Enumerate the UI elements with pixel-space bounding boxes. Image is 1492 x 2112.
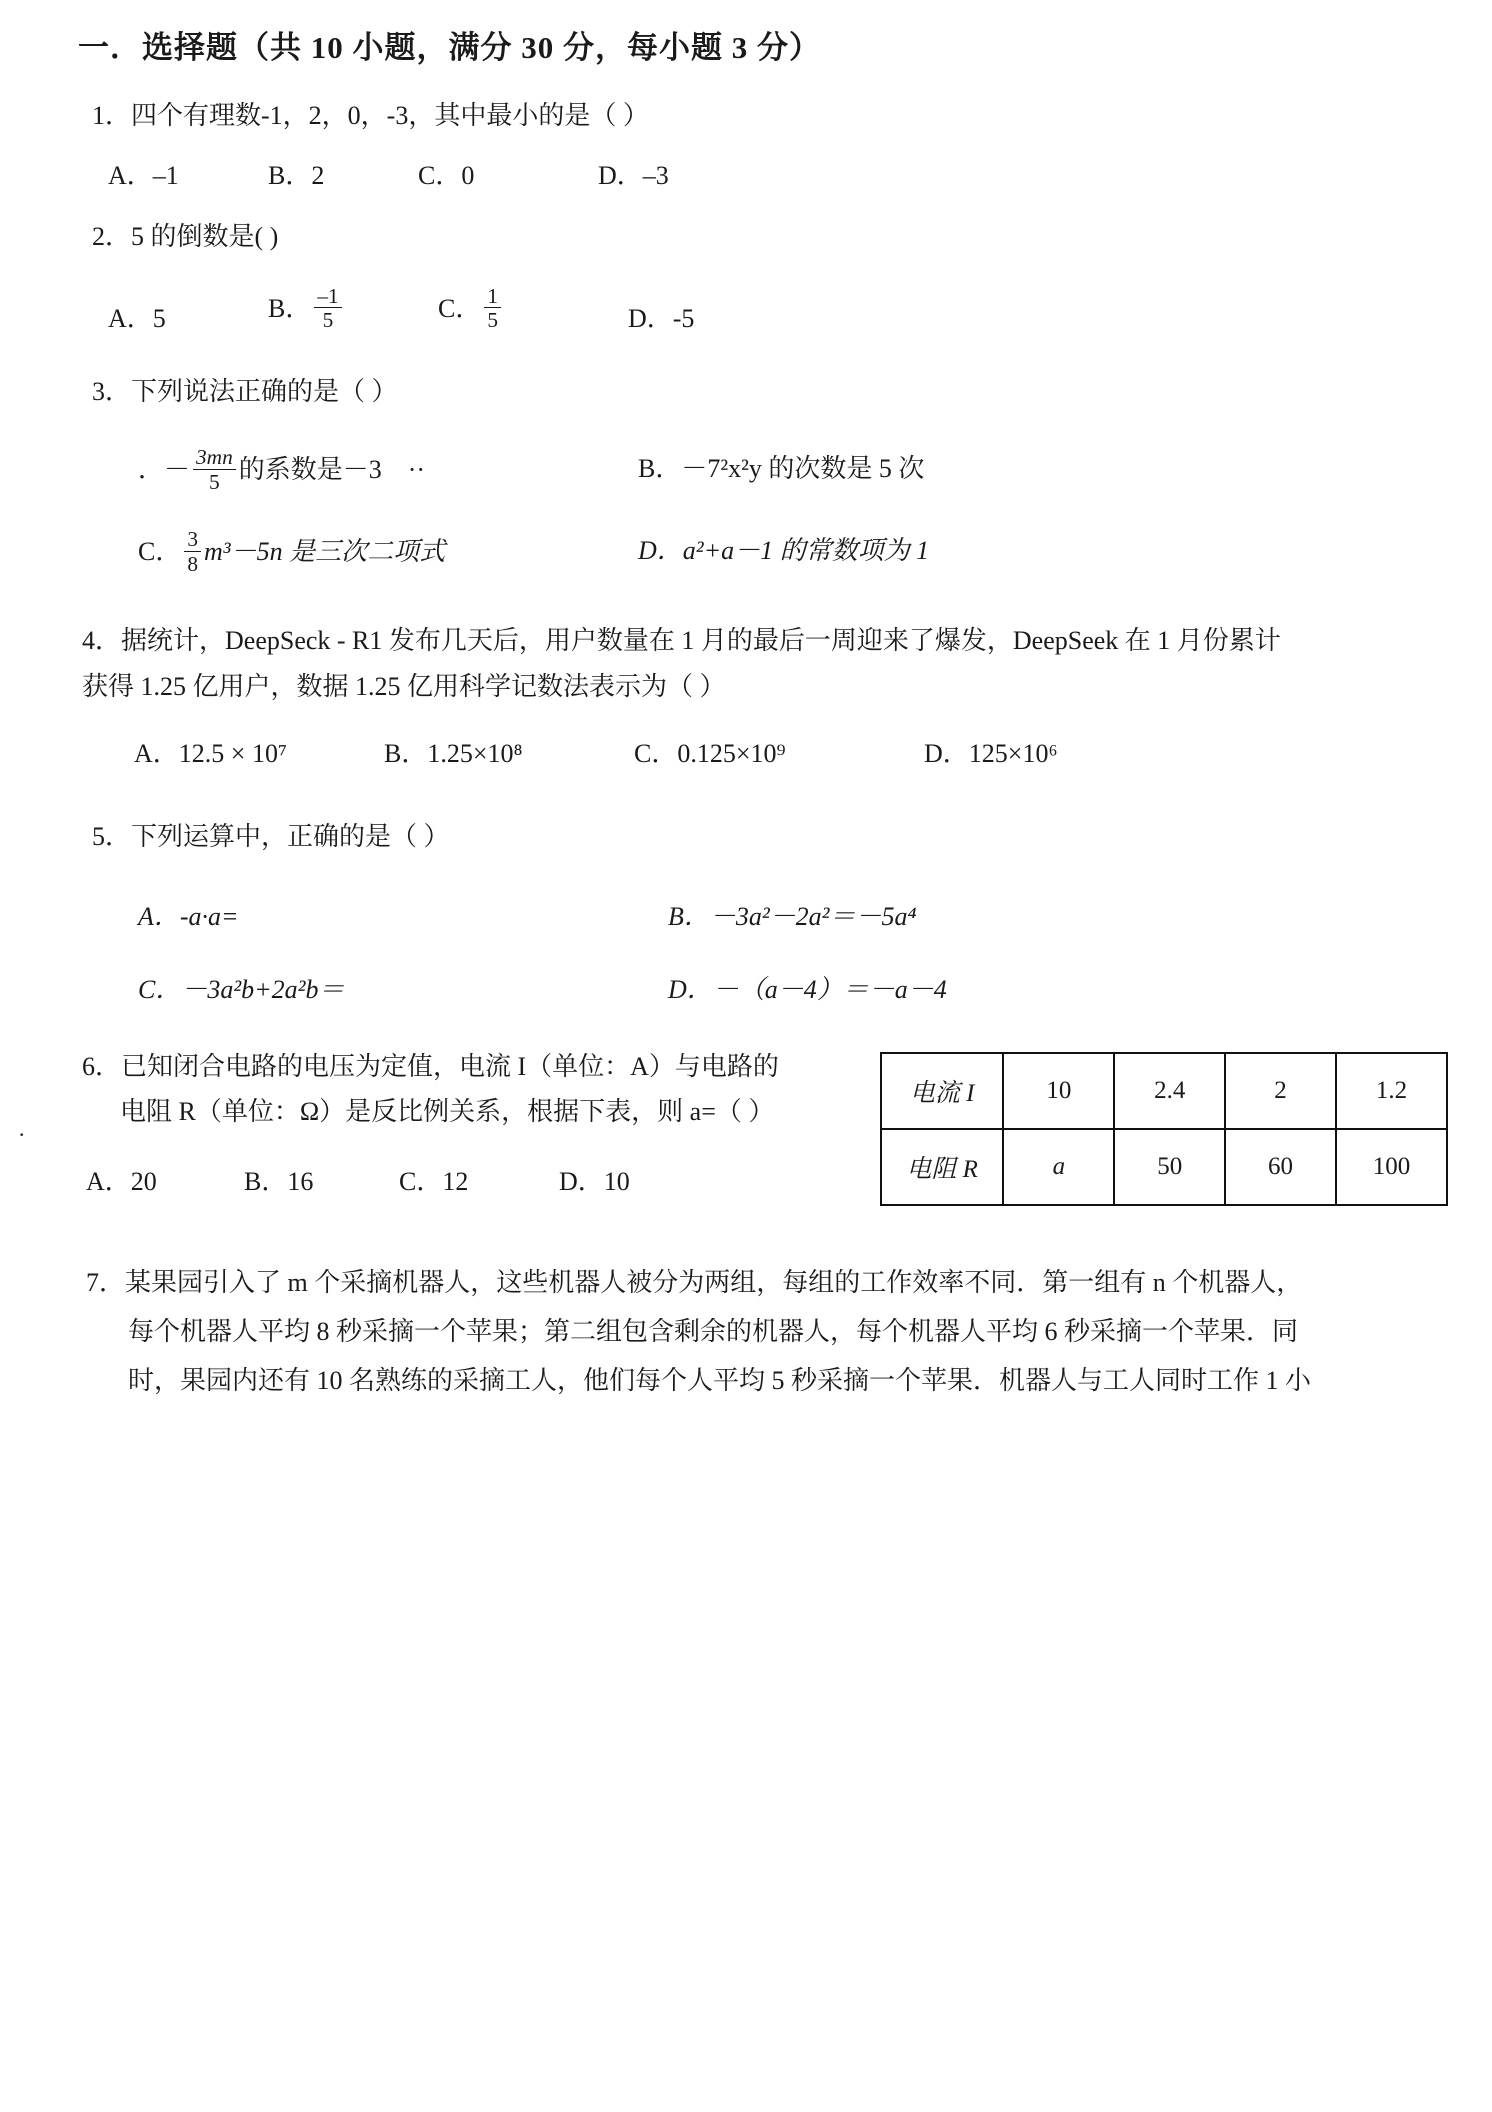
question-7-stem-line-1: 7．某果园引入了 m 个采摘机器人，这些机器人被分为两组，每组的工作效率不同．第一组有 n 个机器人， bbox=[86, 1267, 1303, 1297]
question-4-option-d[interactable]: D．125×10⁶ bbox=[924, 739, 1058, 769]
fraction-3-over-8 bbox=[184, 528, 201, 576]
stray-dot-mark: · bbox=[18, 1122, 26, 1147]
fraction-numerator: –1 bbox=[314, 285, 341, 308]
question-5-options-row-1 bbox=[138, 896, 1448, 933]
fraction-neg-one-fifth bbox=[314, 285, 341, 333]
question-3-option-b[interactable]: B．－7²x²y 的次数是 5 次 bbox=[638, 454, 925, 484]
table-cell-current-1: 10 bbox=[1003, 1053, 1114, 1129]
table-header-resistance: 电阻 R bbox=[881, 1129, 1004, 1205]
question-6-option-d[interactable]: D．10 bbox=[559, 1166, 630, 1196]
question-6-stem-line-2: 电阻 R（单位：Ω）是反比例关系，根据下表，则 a=（ ） bbox=[120, 1097, 775, 1127]
question-1-option-d[interactable]: D．–3 bbox=[598, 160, 669, 190]
question-6-stem-line-1: 6．已知闭合电路的电压为定值，电流 I（单位：A）与电路的 bbox=[82, 1051, 779, 1081]
table-cell-current-2: 2.4 bbox=[1114, 1053, 1225, 1129]
question-7 bbox=[78, 1258, 1448, 1406]
question-1-option-a[interactable]: A．–1 bbox=[108, 160, 179, 190]
fraction-numerator: 3 bbox=[184, 528, 201, 551]
fraction-denominator: 5 bbox=[487, 308, 498, 333]
question-5-option-d[interactable]: D．－（a－4）＝－a－4 bbox=[668, 974, 947, 1004]
question-6-body bbox=[78, 1044, 1448, 1206]
question-2-option-a[interactable]: A．5 bbox=[108, 303, 166, 333]
table-cell-resistance-3: 60 bbox=[1225, 1129, 1336, 1205]
question-3-option-a-tail: ·· bbox=[407, 455, 426, 485]
question-2-option-c-label: C． bbox=[438, 293, 482, 323]
question-3-options-row-1 bbox=[138, 445, 1448, 496]
question-3-option-a-prefix: ．－ bbox=[138, 455, 191, 485]
question-3-option-d[interactable]: D．a²+a－1 的常数项为 1 bbox=[638, 536, 930, 566]
question-2-option-d[interactable]: D．-5 bbox=[628, 303, 695, 333]
question-7-stem-line-2: 每个机器人平均 8 秒采摘一个苹果；第二组包含剩余的机器人，每个机器人平均 6 秒采摘一个苹果．同 bbox=[128, 1317, 1299, 1347]
current-resistance-table bbox=[880, 1052, 1448, 1206]
question-4-stem-line-1: 4．据统计，DeepSeck - R1 发布几天后，用户数量在 1 月的最后一周迎来了爆发，DeepSeek 在 1 月份累计 bbox=[82, 626, 1281, 656]
question-5-options-row-2 bbox=[138, 969, 1448, 1006]
table-row-current bbox=[881, 1053, 1447, 1129]
question-4-option-b[interactable]: B．1.25×10⁸ bbox=[384, 739, 523, 769]
question-6-option-a[interactable]: A．20 bbox=[86, 1166, 157, 1196]
question-4-option-a[interactable]: A．12.5 × 10⁷ bbox=[134, 739, 288, 769]
question-6 bbox=[78, 1044, 1448, 1206]
question-3-stem: 3．下列说法正确的是（ ） bbox=[92, 376, 398, 406]
fraction-denominator: 8 bbox=[187, 551, 198, 576]
question-6-option-c[interactable]: C．12 bbox=[399, 1166, 469, 1196]
question-3-option-c-rest: m³－5n 是三次二项式 bbox=[204, 537, 446, 567]
fraction-3mn-over-5 bbox=[193, 446, 236, 494]
question-3-option-c[interactable] bbox=[138, 527, 638, 578]
question-5-option-a[interactable]: A．-a·a= bbox=[138, 901, 239, 931]
question-5-option-c[interactable]: C．－3a²b+2a²b＝ bbox=[138, 974, 345, 1004]
question-7-stem-line-3: 时，果园内还有 10 名熟练的采摘工人，他们每个人平均 5 秒采摘一个苹果．机器人与工人同时工作 1 小 bbox=[128, 1366, 1312, 1396]
table-header-current: 电流 I bbox=[881, 1053, 1004, 1129]
question-1-stem: 1．四个有理数-1，2，0，-3，其中最小的是（ ） bbox=[92, 101, 649, 130]
page-content bbox=[78, 10, 1448, 1416]
table-row-resistance bbox=[881, 1129, 1447, 1205]
question-2 bbox=[78, 214, 1448, 335]
question-6-options bbox=[86, 1161, 870, 1198]
table-cell-resistance-4: 100 bbox=[1336, 1129, 1447, 1205]
fraction-denominator: 5 bbox=[322, 308, 334, 333]
question-6-option-b[interactable]: B．16 bbox=[244, 1166, 314, 1196]
table-cell-resistance-1: a bbox=[1003, 1129, 1114, 1205]
question-6-text-block bbox=[78, 1044, 870, 1198]
table-cell-current-4: 1.2 bbox=[1336, 1053, 1447, 1129]
question-4-options bbox=[134, 733, 1448, 770]
question-2-option-b-label: B． bbox=[268, 293, 312, 323]
question-1 bbox=[78, 93, 1448, 192]
question-2-option-b[interactable] bbox=[268, 284, 438, 335]
question-3 bbox=[78, 369, 1448, 578]
question-3-option-a-rest: 的系数是－3 bbox=[238, 455, 382, 485]
question-1-options bbox=[108, 155, 1448, 192]
question-5 bbox=[78, 814, 1448, 1006]
question-5-option-b[interactable]: B．－3a²－2a²＝－5a⁴ bbox=[668, 901, 917, 931]
question-1-option-c[interactable]: C．0 bbox=[418, 160, 475, 190]
question-3-option-a[interactable] bbox=[138, 445, 638, 496]
question-4-stem-line-2: 获得 1.25 亿用户，数据 1.25 亿用科学记数法表示为（ ） bbox=[82, 671, 726, 701]
fraction-denominator: 5 bbox=[209, 469, 220, 494]
section-title: 一．选择题（共 10 小题，满分 30 分，每小题 3 分） bbox=[78, 30, 821, 65]
fraction-one-fifth bbox=[484, 285, 501, 333]
fraction-numerator: 1 bbox=[484, 285, 501, 308]
question-3-option-c-prefix: C． bbox=[138, 537, 182, 567]
question-2-stem: 2．5 的倒数是( ) bbox=[92, 221, 279, 251]
table-cell-current-3: 2 bbox=[1225, 1053, 1336, 1129]
question-2-option-c[interactable] bbox=[438, 284, 628, 335]
fraction-numerator: 3mn bbox=[193, 446, 236, 469]
question-1-option-b[interactable]: B．2 bbox=[268, 160, 325, 190]
question-4-option-c[interactable]: C．0.125×10⁹ bbox=[634, 739, 786, 769]
question-4 bbox=[78, 618, 1448, 770]
question-5-stem: 5．下列运算中，正确的是（ ） bbox=[92, 822, 450, 852]
question-3-options-row-2 bbox=[138, 527, 1448, 578]
question-2-options bbox=[108, 284, 1448, 335]
table-cell-resistance-2: 50 bbox=[1114, 1129, 1225, 1205]
